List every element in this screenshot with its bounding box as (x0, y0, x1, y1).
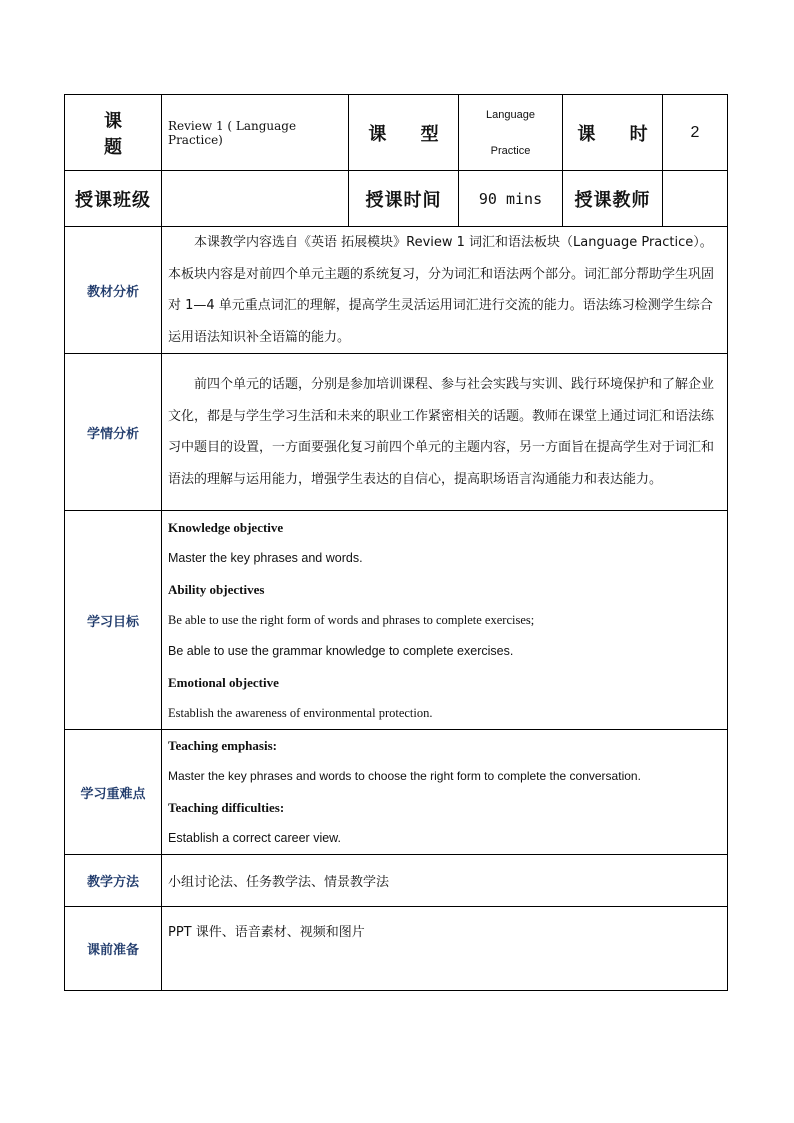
periods-value: 2 (663, 95, 728, 171)
type-value-line1: Language (486, 108, 535, 121)
learners-label: 学情分析 (65, 354, 162, 511)
emotional-heading: Emotional objective (168, 674, 279, 690)
material-row (65, 227, 728, 354)
ability-heading: Ability objectives (168, 581, 265, 597)
time-value: 90 mins (459, 171, 563, 227)
emphasis-heading: Teaching emphasis: (168, 738, 277, 753)
ability-text-2: Be able to use the grammar knowledge to complete exercises. (168, 643, 514, 658)
emotional-text: Establish the awareness of environmental protection. (168, 705, 433, 720)
emphasis-text: Master the key phrases and words to choose the right form to complete the conversation. (168, 769, 641, 783)
header-row-2 (65, 171, 728, 227)
objectives-row (65, 511, 728, 730)
learners-row (65, 354, 728, 511)
class-label: 授课班级 (65, 171, 162, 227)
objectives-cell (162, 511, 728, 730)
methods-row (65, 855, 728, 907)
knowledge-heading: Knowledge objective (168, 519, 284, 535)
class-value (162, 171, 349, 227)
time-label: 授课时间 (349, 171, 459, 227)
type-label: 课 型 (349, 95, 459, 171)
preparation-row (65, 907, 728, 991)
difficulties-text: Establish a correct career view. (168, 831, 341, 845)
difficulties-heading: Teaching difficulties: (168, 800, 285, 815)
topic-label: 课 题 (65, 95, 162, 171)
preparation-label: 课前准备 (65, 907, 162, 991)
keypoints-label: 学习重难点 (65, 730, 162, 855)
methods-text: 小组讨论法、任务教学法、情景教学法 (162, 855, 728, 907)
preparation-text: PPT 课件、语音素材、视频和图片 (162, 907, 728, 991)
periods-label: 课 时 (563, 95, 663, 171)
topic-value: Review 1 ( Language Practice) (162, 95, 349, 171)
knowledge-text: Master the key phrases and words. (168, 550, 363, 565)
teacher-value (663, 171, 728, 227)
lesson-plan-table (64, 94, 728, 991)
type-value (459, 95, 563, 171)
material-text: 本课教学内容选自《英语 拓展模块》Review 1 词汇和语法板块（Language Practice）。本板块内容是对前四个单元主题的系统复习，分为词汇和语法两个部分。词汇部分帮助学生巩固对 1—4 单元重点词汇的理解，提高学生灵活运用词汇进行交流的能力。语法练习检测学生综合运用语法知识补全语篇的能力。 (162, 227, 728, 354)
methods-label: 教学方法 (65, 855, 162, 907)
learners-text: 前四个单元的话题，分别是参加培训课程、参与社会实践与实训、践行环境保护和了解企业文化，都是与学生学习生活和未来的职业工作紧密相关的话题。教师在课堂上通过词汇和语法练习中题目的设置，一方面要强化复习前四个单元的主题内容，另一方面旨在提高学生对于词汇和语法的理解与运用能力，增强学生表达的自信心，提高职场语言沟通能力和表达能力。 (162, 354, 728, 511)
ability-text-1: Be able to use the right form of words and phrases to complete exercises; (168, 612, 535, 627)
type-value-line2: Practice (490, 144, 531, 157)
teacher-label: 授课教师 (563, 171, 663, 227)
header-row-1 (65, 95, 728, 171)
keypoints-cell (162, 730, 728, 855)
material-label: 教材分析 (65, 227, 162, 354)
keypoints-row (65, 730, 728, 855)
objectives-label: 学习目标 (65, 511, 162, 730)
